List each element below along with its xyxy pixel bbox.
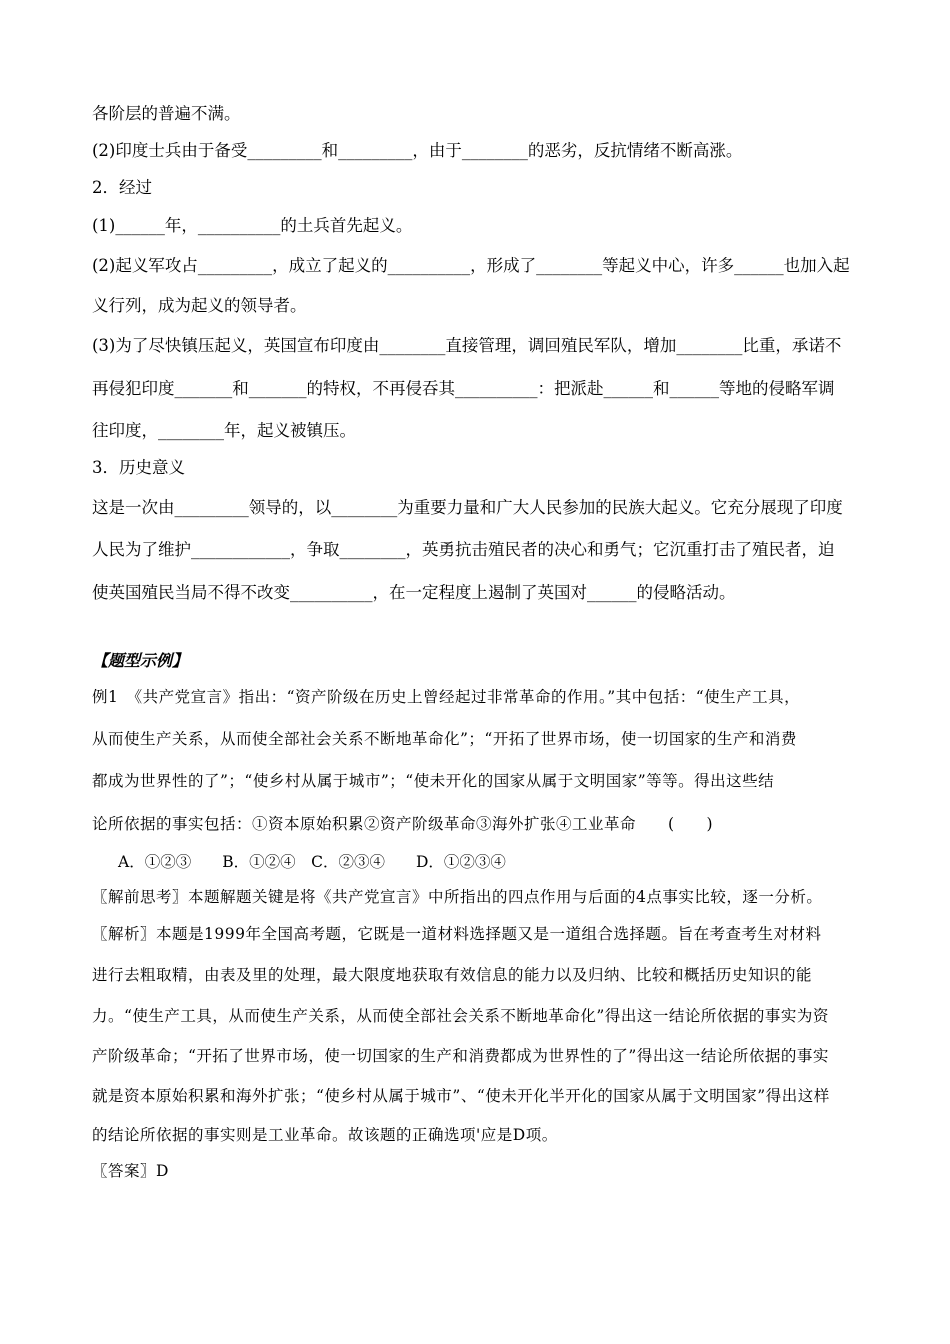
example-heading: 【题型示例】 [92,651,189,670]
analysis-line: 进行去粗取精，由表及里的处理，最大限度地获取有效信息的能力以及归纳、比较和概括历史知识的能 [92,966,813,984]
analysis-line: 〖解析〗本题是1999年全国高考题，它既是一道材料选择题又是一道组合选择题。旨在考查考生对材料 [92,925,822,943]
answer-options: A．①②③ B．①②④ C．②③④ D．①②③④ [118,853,506,871]
analysis-line: 力。“使生产工具，从而使生产关系，从而使全部社会关系不断地革命化”得出这一结论所依据的事实为资 [92,1007,829,1025]
text-line: (3)为了尽快镇压起义，英国宣布印度由________直接管理，调回殖民军队，增加________比重，承诺不 [92,336,842,355]
analysis-line: 就是资本原始积累和海外扩张；“使乡村从属于城市”、“使未开化半开化的国家从属于文明国家”得出这样 [92,1087,830,1105]
question-line: 论所依据的事实包括：①资本原始积累②资产阶级革命③海外扩张④工业革命 ( ) [92,815,714,833]
text-line: 再侵犯印度_______和_______的特权，不再侵吞其__________：把派赴______和______等地的侵略军调 [92,379,835,398]
section-heading-significance: 3．历史意义 [92,458,185,477]
question-line: 例1 《共产党宣言》指出：“资产阶级在历史上曾经起过非常革命的作用。”其中包括：“使生产工具， [92,688,801,706]
text-line: 各阶层的普遍不满。 [92,104,241,123]
question-line: 从而使生产关系，从而使全部社会关系不断地革命化”；“开拓了世界市场，使一切国家的生产和消费 [92,730,797,748]
text-line: (2)起义军攻占_________，成立了起义的__________，形成了________等起义中心，许多______也加入起 [92,256,850,275]
text-line: 这是一次由_________领导的，以________为重要力量和广大人民参加的民族大起义。它充分展现了印度 [92,498,843,517]
analysis-line: 的结论所依据的事实则是工业革命。故该题的正确选项'应是D项。 [92,1126,558,1144]
text-line: 义行列，成为起义的领导者。 [92,296,307,315]
question-line: 都成为世界性的了”；“使乡村从属于城市”；“使未开化的国家从属于文明国家”等等。得出这些结 [92,772,775,790]
text-line: 使英国殖民当局不得不改变__________，在一定程度上遏制了英国对______的侵略活动。 [92,583,736,602]
text-line: (2)印度士兵由于备受_________和_________，由于________的恶劣，反抗情绪不断高涨。 [92,141,743,160]
section-heading-process: 2．经过 [92,178,152,197]
analysis-line: 产阶级革命；“开拓了世界市场，使一切国家的生产和消费都成为世界性的了”得出这一结论所依据的事实 [92,1047,829,1065]
text-line: (1)______年，__________的土兵首先起义。 [92,216,413,235]
answer-line: 〖答案〗D [92,1162,169,1180]
text-line: 往印度，________年，起义被镇压。 [92,421,356,440]
pre-analysis-thinking: 〖解前思考〗本题解题关键是将《共产党宣言》中所指出的四点作用与后面的4点事实比较，逐一分析。 [92,888,823,906]
text-line: 人民为了维护____________，争取________，英勇抗击殖民者的决心和勇气；它沉重打击了殖民者，迫 [92,540,835,559]
